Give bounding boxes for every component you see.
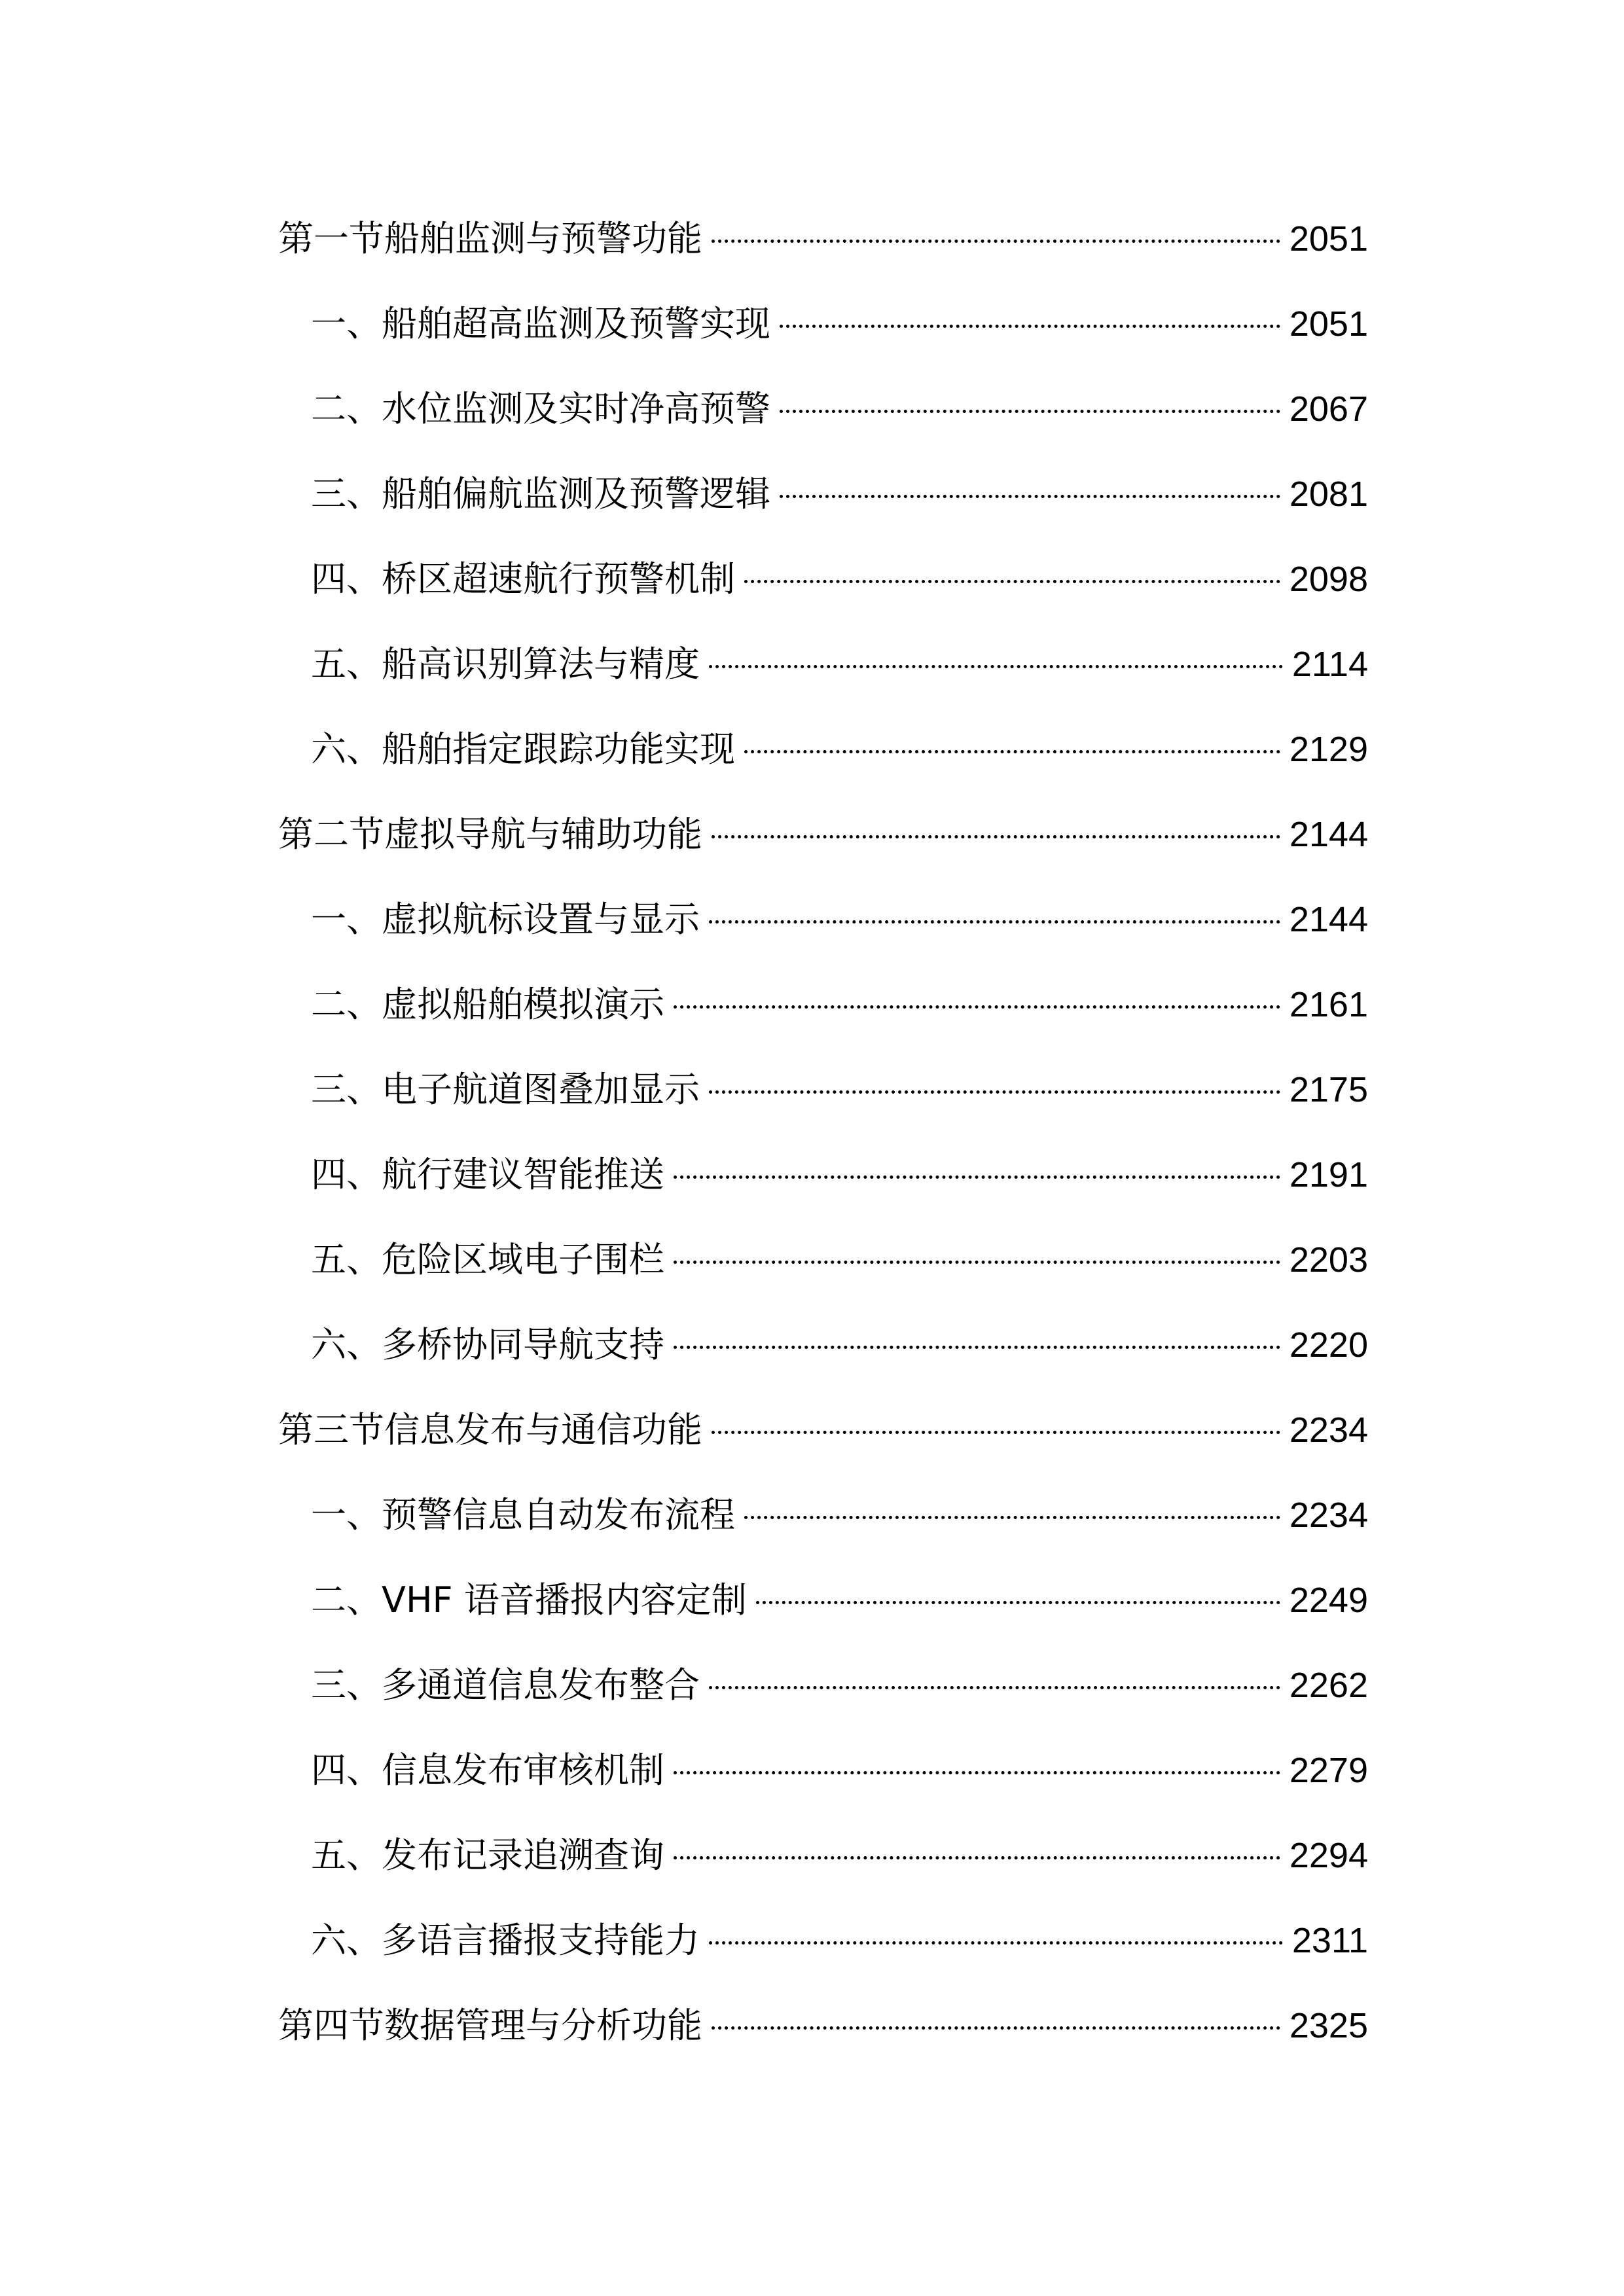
toc-dot-leader [674, 1005, 1280, 1009]
toc-page-number: 2051 [1289, 304, 1368, 344]
toc-entry-title: 二、水位监测及实时净高预警 [311, 388, 770, 429]
toc-entry-title: 一、预警信息自动发布流程 [311, 1494, 735, 1535]
toc-entry[interactable] [278, 808, 1368, 893]
toc-page-number: 2098 [1289, 560, 1368, 599]
toc-page-number: 2203 [1289, 1240, 1368, 1280]
toc-dot-leader [709, 1090, 1280, 1094]
toc-dot-leader [756, 1601, 1280, 1604]
toc-dot-leader [709, 665, 1283, 668]
toc-entry[interactable] [278, 213, 1368, 298]
toc-dot-leader [709, 1941, 1283, 1945]
toc-entry-title: 第四节数据管理与分析功能 [278, 2005, 702, 2046]
toc-page-number: 2144 [1289, 815, 1368, 854]
toc-entry-title: 四、桥区超速航行预警机制 [311, 558, 735, 600]
toc-page-number: 2220 [1289, 1325, 1368, 1365]
toc-entry[interactable] [278, 553, 1368, 638]
toc-entry-title: 三、船舶偏航监测及预警逻辑 [311, 473, 770, 514]
toc-dot-leader [709, 920, 1280, 924]
toc-page-number: 2325 [1289, 2006, 1368, 2045]
toc-entry-title: 六、船舶指定跟踪功能实现 [311, 728, 735, 770]
toc-entry-title: 五、船高识别算法与精度 [311, 643, 700, 685]
toc-entry-title: 第一节船舶监测与预警功能 [278, 218, 702, 259]
toc-page-number: 2114 [1291, 645, 1368, 684]
toc-entry-title: 第三节信息发布与通信功能 [278, 1409, 702, 1450]
toc-dot-leader [709, 1686, 1280, 1689]
toc-dot-leader [780, 495, 1280, 498]
toc-entry-title: 三、电子航道图叠加显示 [311, 1069, 700, 1110]
toc-dot-leader [674, 1771, 1280, 1774]
toc-page-number: 2262 [1289, 1666, 1368, 1705]
toc-dot-leader [780, 410, 1280, 413]
toc-entry[interactable] [278, 1914, 1368, 2000]
toc-entry[interactable] [278, 1064, 1368, 1149]
toc-entry-title: 第二节虚拟导航与辅助功能 [278, 814, 702, 855]
toc-dot-leader [674, 1856, 1280, 1859]
toc-page-number: 2234 [1289, 1496, 1368, 1535]
toc-dot-leader [712, 835, 1280, 838]
toc-entry-title: 五、危险区域电子围栏 [311, 1239, 664, 1280]
toc-page-number: 2081 [1289, 475, 1368, 514]
toc-dot-leader [744, 1516, 1280, 1519]
toc-dot-leader [744, 580, 1280, 583]
toc-entry-title: 二、虚拟船舶模拟演示 [311, 984, 664, 1025]
toc-entry-title: 六、多桥协同导航支持 [311, 1324, 664, 1365]
toc-entry[interactable] [278, 1659, 1368, 1744]
toc-page-number: 2161 [1289, 985, 1368, 1024]
toc-page-number: 2175 [1289, 1070, 1368, 1109]
toc-entry-title: 四、信息发布审核机制 [311, 1749, 664, 1791]
toc-entry[interactable] [278, 298, 1368, 383]
toc-entry-title: 五、发布记录追溯查询 [311, 1835, 664, 1876]
toc-entry[interactable] [278, 1234, 1368, 1319]
toc-page-number: 2129 [1289, 730, 1368, 769]
toc-entry-title: 六、多语言播报支持能力 [311, 1920, 700, 1961]
toc-dot-leader [674, 1346, 1280, 1349]
toc-page-number: 2051 [1289, 219, 1368, 259]
toc-entry[interactable] [278, 893, 1368, 978]
toc-entry[interactable] [278, 1744, 1368, 1829]
toc-dot-leader [674, 1261, 1280, 1264]
toc-page-number: 2067 [1289, 389, 1368, 429]
toc-entry-title: 三、多通道信息发布整合 [311, 1664, 700, 1706]
toc-entry[interactable] [278, 468, 1368, 553]
toc-entry[interactable] [278, 1149, 1368, 1234]
toc-entry[interactable] [278, 1319, 1368, 1404]
toc-dot-leader [712, 2026, 1280, 2030]
toc-page-number: 2294 [1289, 1836, 1368, 1875]
toc-entry-title: 二、VHF 语音播报内容定制 [311, 1579, 747, 1621]
toc-entry[interactable] [278, 1404, 1368, 1489]
toc-entry-title: 四、航行建议智能推送 [311, 1154, 664, 1195]
toc-entry-title: 一、船舶超高监测及预警实现 [311, 303, 770, 344]
toc-entry-title: 一、虚拟航标设置与显示 [311, 899, 700, 940]
toc-entry[interactable] [278, 1829, 1368, 1914]
toc-entry[interactable] [278, 978, 1368, 1064]
toc-entry[interactable] [278, 1574, 1368, 1659]
toc-page-number: 2249 [1289, 1581, 1368, 1620]
table-of-contents [278, 213, 1368, 2085]
toc-dot-leader [780, 325, 1280, 328]
toc-page-number: 2311 [1291, 1921, 1368, 1960]
toc-entry[interactable] [278, 383, 1368, 468]
toc-dot-leader [744, 750, 1280, 753]
toc-entry[interactable] [278, 1489, 1368, 1574]
toc-dot-leader [674, 1175, 1280, 1179]
toc-dot-leader [712, 240, 1280, 243]
toc-page-number: 2234 [1289, 1410, 1368, 1450]
toc-page-number: 2191 [1289, 1155, 1368, 1194]
toc-dot-leader [712, 1431, 1280, 1434]
toc-page-number: 2279 [1289, 1751, 1368, 1790]
toc-entry[interactable] [278, 2000, 1368, 2085]
toc-entry[interactable] [278, 638, 1368, 723]
toc-entry[interactable] [278, 723, 1368, 808]
toc-page-number: 2144 [1289, 900, 1368, 939]
